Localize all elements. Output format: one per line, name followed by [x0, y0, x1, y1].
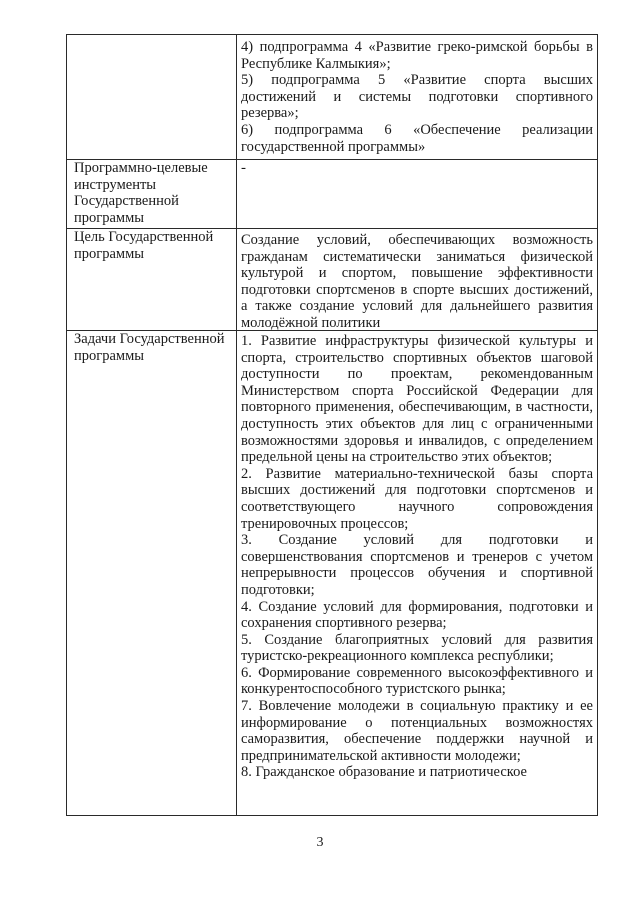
task-1: 1. Развитие инфраструктуры физической культуры и спорта, строительство спортивных объектов шаговой доступности по проектам, рекомендованным Министерством спорта Российской Федерации для повторного применения, обеспечивающим, в частности, доступность этих объектов для лиц с ограниченными возможностями здоровья и инвалидов, с определением предельной цены на строительство этих объектов; — [241, 333, 593, 466]
subprogram-4: 4) подпрограмма 4 «Развитие греко-римской борьбы в Республике Калмыкия»; — [241, 39, 593, 72]
program-goal-label: Цель Государственной программы — [74, 229, 214, 262]
table-bottom-border — [66, 815, 598, 816]
program-tasks-value — [241, 333, 593, 781]
task-2: 2. Развитие материально-технической базы спорта высших достижений для подготовки спортсменов и соответствующего научного сопровождения тренировочных процессов; — [241, 465, 593, 532]
task-4: 4. Создание условий для формирования, подготовки и сохранения спортивного резерва; — [241, 598, 593, 632]
task-5: 5. Создание благоприятных условий для развития туристско-рекреационного комплекса республики; — [241, 631, 593, 665]
program-passport-table — [66, 34, 598, 816]
program-goal-value: Создание условий, обеспечивающих возможность гражданам систематически заниматься физической культурой и спортом, повышение эффективности подготовки спортсменов в спорте высших достижений, а также создание условий для дальнейшего развития молодёжной политики — [241, 232, 593, 331]
column-divider — [236, 34, 237, 816]
subprogram-5: 5) подпрограмма 5 «Развитие спорта высших достижений и системы подготовки спортивного резерва»; — [241, 72, 593, 122]
task-6: 6. Формирование современного высокоэффективного и конкурентоспособного туристского рынка; — [241, 664, 593, 698]
task-8: 8. Гражданское образование и патриотическое — [241, 764, 527, 781]
page-number: 3 — [316, 835, 324, 850]
subprogram-6: 6) подпрограмма 6 «Обеспечение реализации государственной программы» — [241, 121, 593, 155]
table-left-border — [66, 34, 67, 816]
row-1-right-cell — [241, 39, 593, 155]
program-tasks-label: Задачи Государственной программы — [74, 331, 225, 364]
task-7: 7. Вовлечение молодежи в социальную практику и ее информирование о потенциальных возможностях саморазвития, обеспечение поддержки научной и предпринимательской активности молодежи; — [241, 698, 593, 764]
program-tools-label: Программно-целевые инструменты Государственной программы — [74, 160, 208, 226]
table-right-border — [597, 34, 598, 816]
task-3: 3. Создание условий для подготовки и совершенствования спортсменов и тренеров с учетом непрерывности процессов обучения и спортивной подготовки; — [241, 532, 593, 598]
table-top-border — [66, 34, 598, 35]
program-tools-value: - — [241, 160, 246, 176]
